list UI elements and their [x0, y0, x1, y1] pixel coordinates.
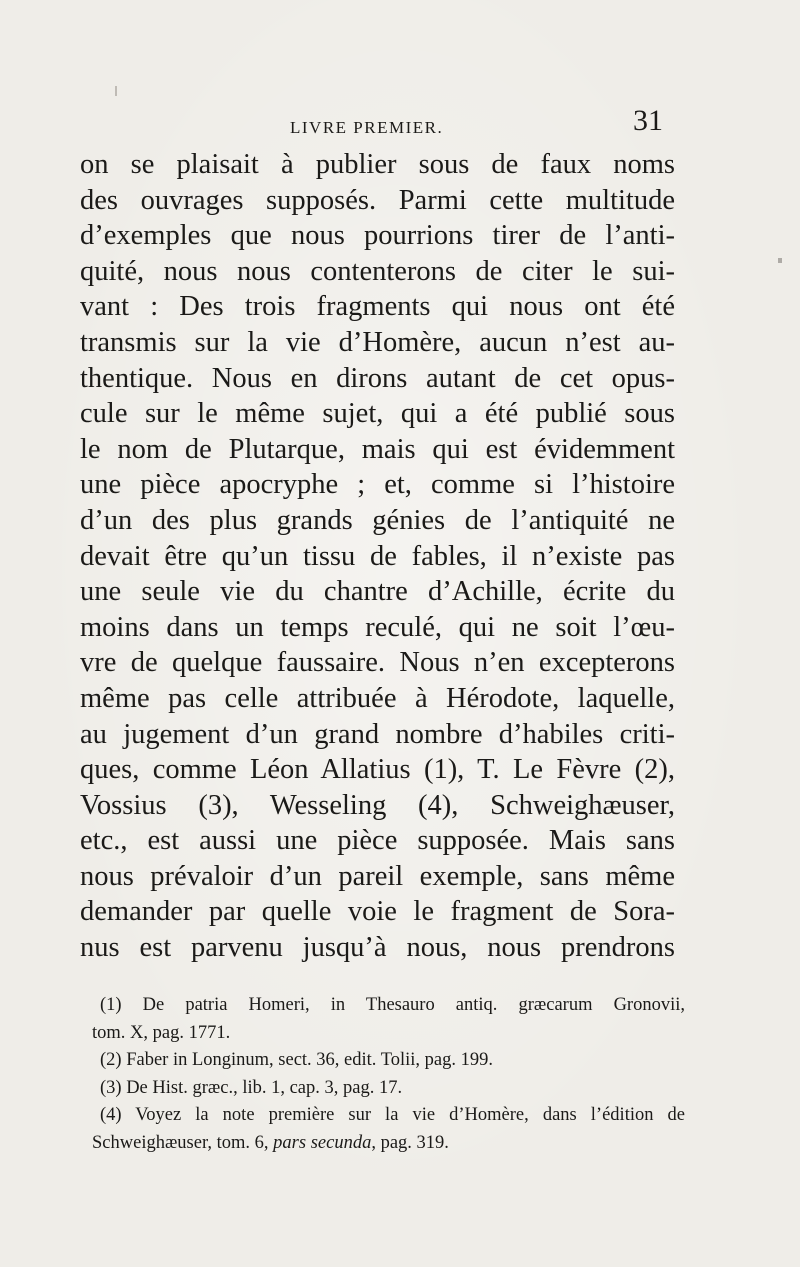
margin-mark — [115, 86, 117, 96]
text-line: d’exemples que nous pourrions tirer de l’anti- — [80, 220, 675, 252]
text-line: moins dans un temps reculé, qui ne soit l’œu- — [80, 611, 675, 643]
running-head — [0, 104, 800, 144]
footnote-3: (3) De Hist. græc., lib. 1, cap. 3, pag. 17. — [100, 1077, 403, 1098]
text-line: on se plaisait à publier sous de faux noms — [80, 149, 675, 180]
text-line: une pièce apocryphe ; et, comme si l’histoire — [80, 469, 675, 501]
text-line: quité, nous nous contenterons de citer le sui- — [80, 255, 675, 287]
footnote-4: (4) Voyez la note première sur la vie d’Homère, dans l’édition de — [100, 1105, 685, 1125]
body-text — [80, 147, 675, 966]
text-line: etc., est aussi une pièce supposée. Mais sans — [80, 825, 675, 857]
text-line: nous prévaloir d’un pareil exemple, sans même — [80, 860, 675, 892]
text-line: demander par quelle voie le fragment de Sora- — [80, 896, 675, 928]
text-line: même pas celle attribuée à Hérodote, laquelle, — [80, 682, 675, 714]
text-line: cule sur le même sujet, qui a été publié sous — [80, 398, 675, 430]
text-line: vant : Des trois fragments qui nous ont été — [80, 291, 675, 323]
text-line: d’un des plus grands génies de l’antiquité ne — [80, 504, 675, 536]
text-line: transmis sur la vie d’Homère, aucun n’est au- — [80, 326, 675, 358]
text-line: au jugement d’un grand nombre d’habiles criti- — [80, 718, 675, 750]
text-line: une seule vie du chantre d’Achille, écrite du — [80, 576, 675, 608]
text-line: ques, comme Léon Allatius (1), T. Le Fèvre (2), — [80, 754, 675, 786]
text-line: vre de quelque faussaire. Nous n’en excepterons — [80, 647, 675, 679]
footnote-4-text-a: Schweighæuser, tom. 6, — [92, 1132, 274, 1153]
footnote-4-continuation — [92, 1130, 685, 1158]
page-number: 31 — [633, 104, 663, 137]
text-line: devait être qu’un tissu de fables, il n’existe pas — [80, 540, 675, 572]
footnote-1-continuation: tom. X, pag. 1771. — [92, 1022, 231, 1043]
footnote-4-text-b: , pag. 319. — [371, 1132, 449, 1153]
text-line: le nom de Plutarque, mais qui est évidemment — [80, 433, 675, 465]
running-title: LIVRE PREMIER. — [290, 118, 444, 137]
margin-dot — [778, 258, 782, 263]
text-line: Vossius (3), Wesseling (4), Schweighæuser, — [80, 789, 675, 821]
footnote-4-italic: pars secunda — [273, 1132, 372, 1153]
text-line: nus est parvenu jusqu’à nous, nous prendrons — [80, 932, 675, 964]
footnote-2: (2) Faber in Longinum, sect. 36, edit. Tolii, pag. 199. — [100, 1050, 493, 1070]
footnotes — [92, 992, 685, 1157]
text-line: des ouvrages supposés. Parmi cette multitude — [80, 184, 675, 216]
footnote-1: (1) De patria Homeri, in Thesauro antiq. græcarum Gronovii, — [100, 995, 685, 1015]
text-line: thentique. Nous en dirons autant de cet opus- — [80, 362, 675, 394]
